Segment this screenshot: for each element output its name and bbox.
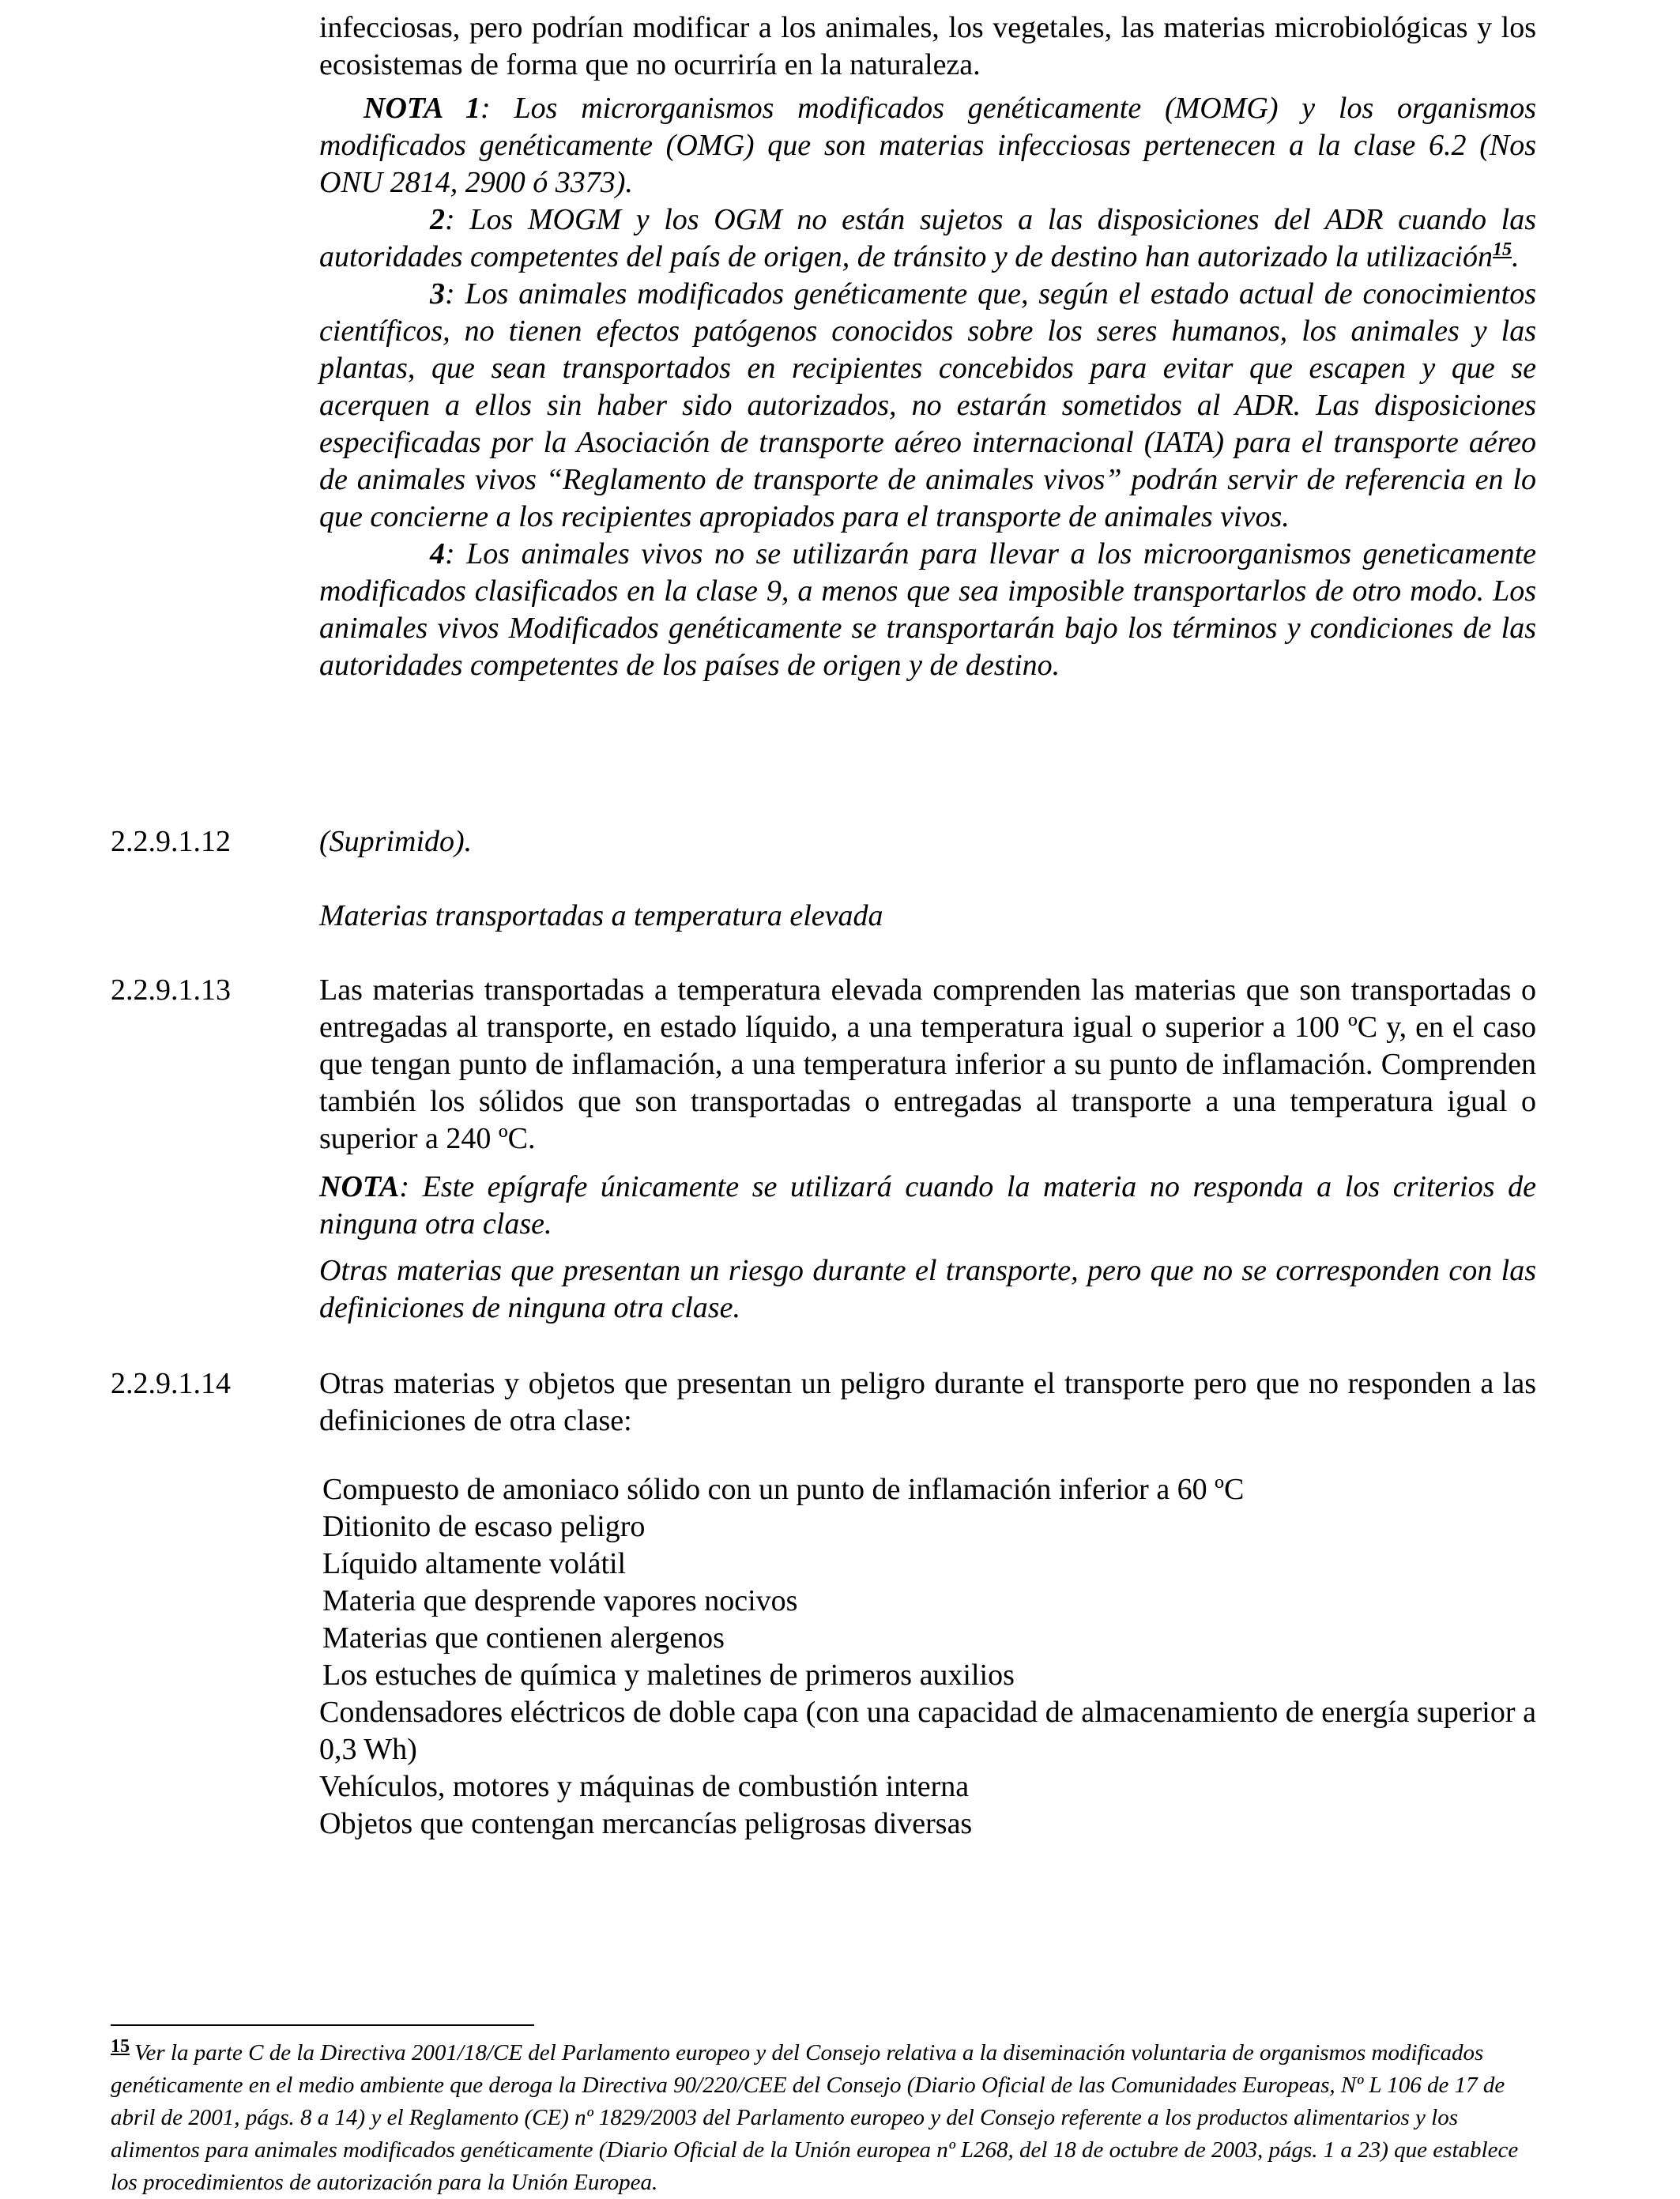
footnote-reference[interactable]: 15: [1493, 239, 1512, 260]
nota-1: [319, 90, 1536, 201]
list-item: Objetos que contengan mercancías peligrosas diversas: [319, 1807, 973, 1840]
nota-4: [319, 536, 1536, 684]
paragraph-number-14: 2.2.9.1.14: [111, 1367, 231, 1400]
footnote-mark: 15: [111, 2036, 130, 2057]
footnote: [111, 2031, 1533, 2199]
substance-list: [319, 1471, 1536, 1843]
paragraph-12-text: (Suprimido).: [319, 825, 473, 858]
nota-4-text: : Los animales vivos no se utilizarán para llevar a los microorganismos geneticamente modificados clasificados en la clase 9, a menos que sea imposible transportarlos de otro modo. Los animales vivos Modificados genéticamente se transportarán bajo los términos y condiciones de las autoridades competentes de los países de origen y de destino.: [319, 537, 1536, 682]
nota-3: [319, 276, 1536, 536]
list-item: Compuesto de amoniaco sólido con un punto de inflamación inferior a 60 ºC: [322, 1473, 1245, 1506]
list-item: Ditionito de escaso peligro: [322, 1510, 646, 1543]
list-item: Líquido altamente volátil: [322, 1547, 627, 1580]
intro-paragraph: infecciosas, pero podrían modificar a los animales, los vegetales, las materias microbiológicas y los ecosistemas de forma que no ocurriría en la naturaleza.: [319, 11, 1536, 81]
footnote-text: Ver la parte C de la Directiva 2001/18/CE del Parlamento europeo y del Consejo relativa a la diseminación voluntaria de organismos modificados genéticamente en el medio ambiente que deroga la Directiva 90/220/CEE del Consejo (Diario Oficial de las Comunidades Europeas, Nº L 106 de 17 de abril de 2001, págs. 8 a 14) y el Reglamento (CE) nº 1829/2003 del Parlamento europeo y del Consejo referente a los productos alimentarios y los alimentos para animales modificados genéticamente (Diario Oficial de la Unión europea nº L268, del 18 de octubre de 2003, págs. 1 a 23) que establece los procedimientos de autorización para la Unión Europea.: [111, 2040, 1519, 2195]
paragraph-13-nota-label: NOTA: [319, 1170, 400, 1203]
paragraph-number-13: 2.2.9.1.13: [111, 973, 231, 1007]
nota-2-end: .: [1512, 240, 1520, 273]
nota-3-label: 3: [430, 277, 445, 311]
footnote-separator: [111, 2024, 534, 2026]
list-item: Condensadores eléctricos de doble capa (con una capacidad de almacenamiento de energía superior a 0,3 Wh): [319, 1696, 1536, 1766]
nota-2-text: : Los MOGM y los OGM no están sujetos a las disposiciones del ADR cuando las autoridades competentes del país de origen, de tránsito y de destino han autorizado la utilización: [319, 203, 1536, 273]
nota-3-text: : Los animales modificados genéticamente que, según el estado actual de conocimientos científicos, no tienen efectos patógenos conocidos sobre los seres humanos, los animales y las plantas, que sean transportados en recipientes concebidos para evitar que escapen y que se acerquen a ellos sin haber sido autorizados, no estarán sometidos al ADR. Las disposiciones especificadas por la Asociación de transporte aéreo internacional (IATA) para el transporte aéreo de animales vivos “Reglamento de transporte de animales vivos” podrán servir de referencia en lo que concierne a los recipientes apropiados para el transporte de animales vivos.: [319, 277, 1536, 533]
list-item: Vehículos, motores y máquinas de combustión interna: [319, 1770, 970, 1803]
paragraph-13-otras: Otras materias que presentan un riesgo durante el transporte, pero que no se corresponden con las definiciones de ninguna otra clase.: [319, 1254, 1536, 1324]
top-block: [319, 9, 1536, 684]
paragraph-number-12: 2.2.9.1.12: [111, 825, 231, 858]
paragraph-14-block: [319, 1365, 1536, 1843]
list-item: Materia que desprende vapores nocivos: [322, 1584, 798, 1617]
nota-4-label: 4: [430, 537, 445, 570]
section-heading-temperatura: Materias transportadas a temperatura elevada: [319, 899, 883, 932]
nota-2: [319, 201, 1536, 276]
list-item: Materias que contienen alergenos: [322, 1621, 725, 1655]
nota-1-text: : Los microrganismos modificados genéticamente (MOMG) y los organismos modificados genéticamente (OMG) que son materias infecciosas pertenecen a la clase 6.2 (Nos ONU 2814, 2900 ó 3373).: [319, 92, 1536, 199]
nota-2-label: 2: [430, 203, 445, 236]
paragraph-13-nota: [319, 1169, 1536, 1243]
paragraph-14-text: Otras materias y objetos que presentan un peligro durante el transporte pero que no responden a las definiciones de otra clase:: [319, 1367, 1536, 1437]
paragraph-13-block: [319, 972, 1536, 1327]
list-item: Los estuches de química y maletines de primeros auxilios: [322, 1659, 1015, 1692]
paragraph-13-nota-text: : Este epígrafe únicamente se utilizará cuando la materia no responda a los criterios de ninguna otra clase.: [319, 1170, 1536, 1241]
paragraph-13-text: Las materias transportadas a temperatura elevada comprenden las materias que son transportadas o entregadas al transporte, en estado líquido, a una temperatura igual o superior a 100 ºC y, en el caso que tengan punto de inflamación, a una temperatura inferior a su punto de inflamación. Comprenden también los sólidos que son transportadas o entregadas al transporte a una temperatura igual o superior a 240 ºC.: [319, 973, 1536, 1155]
nota-1-label: NOTA 1: [363, 92, 481, 125]
